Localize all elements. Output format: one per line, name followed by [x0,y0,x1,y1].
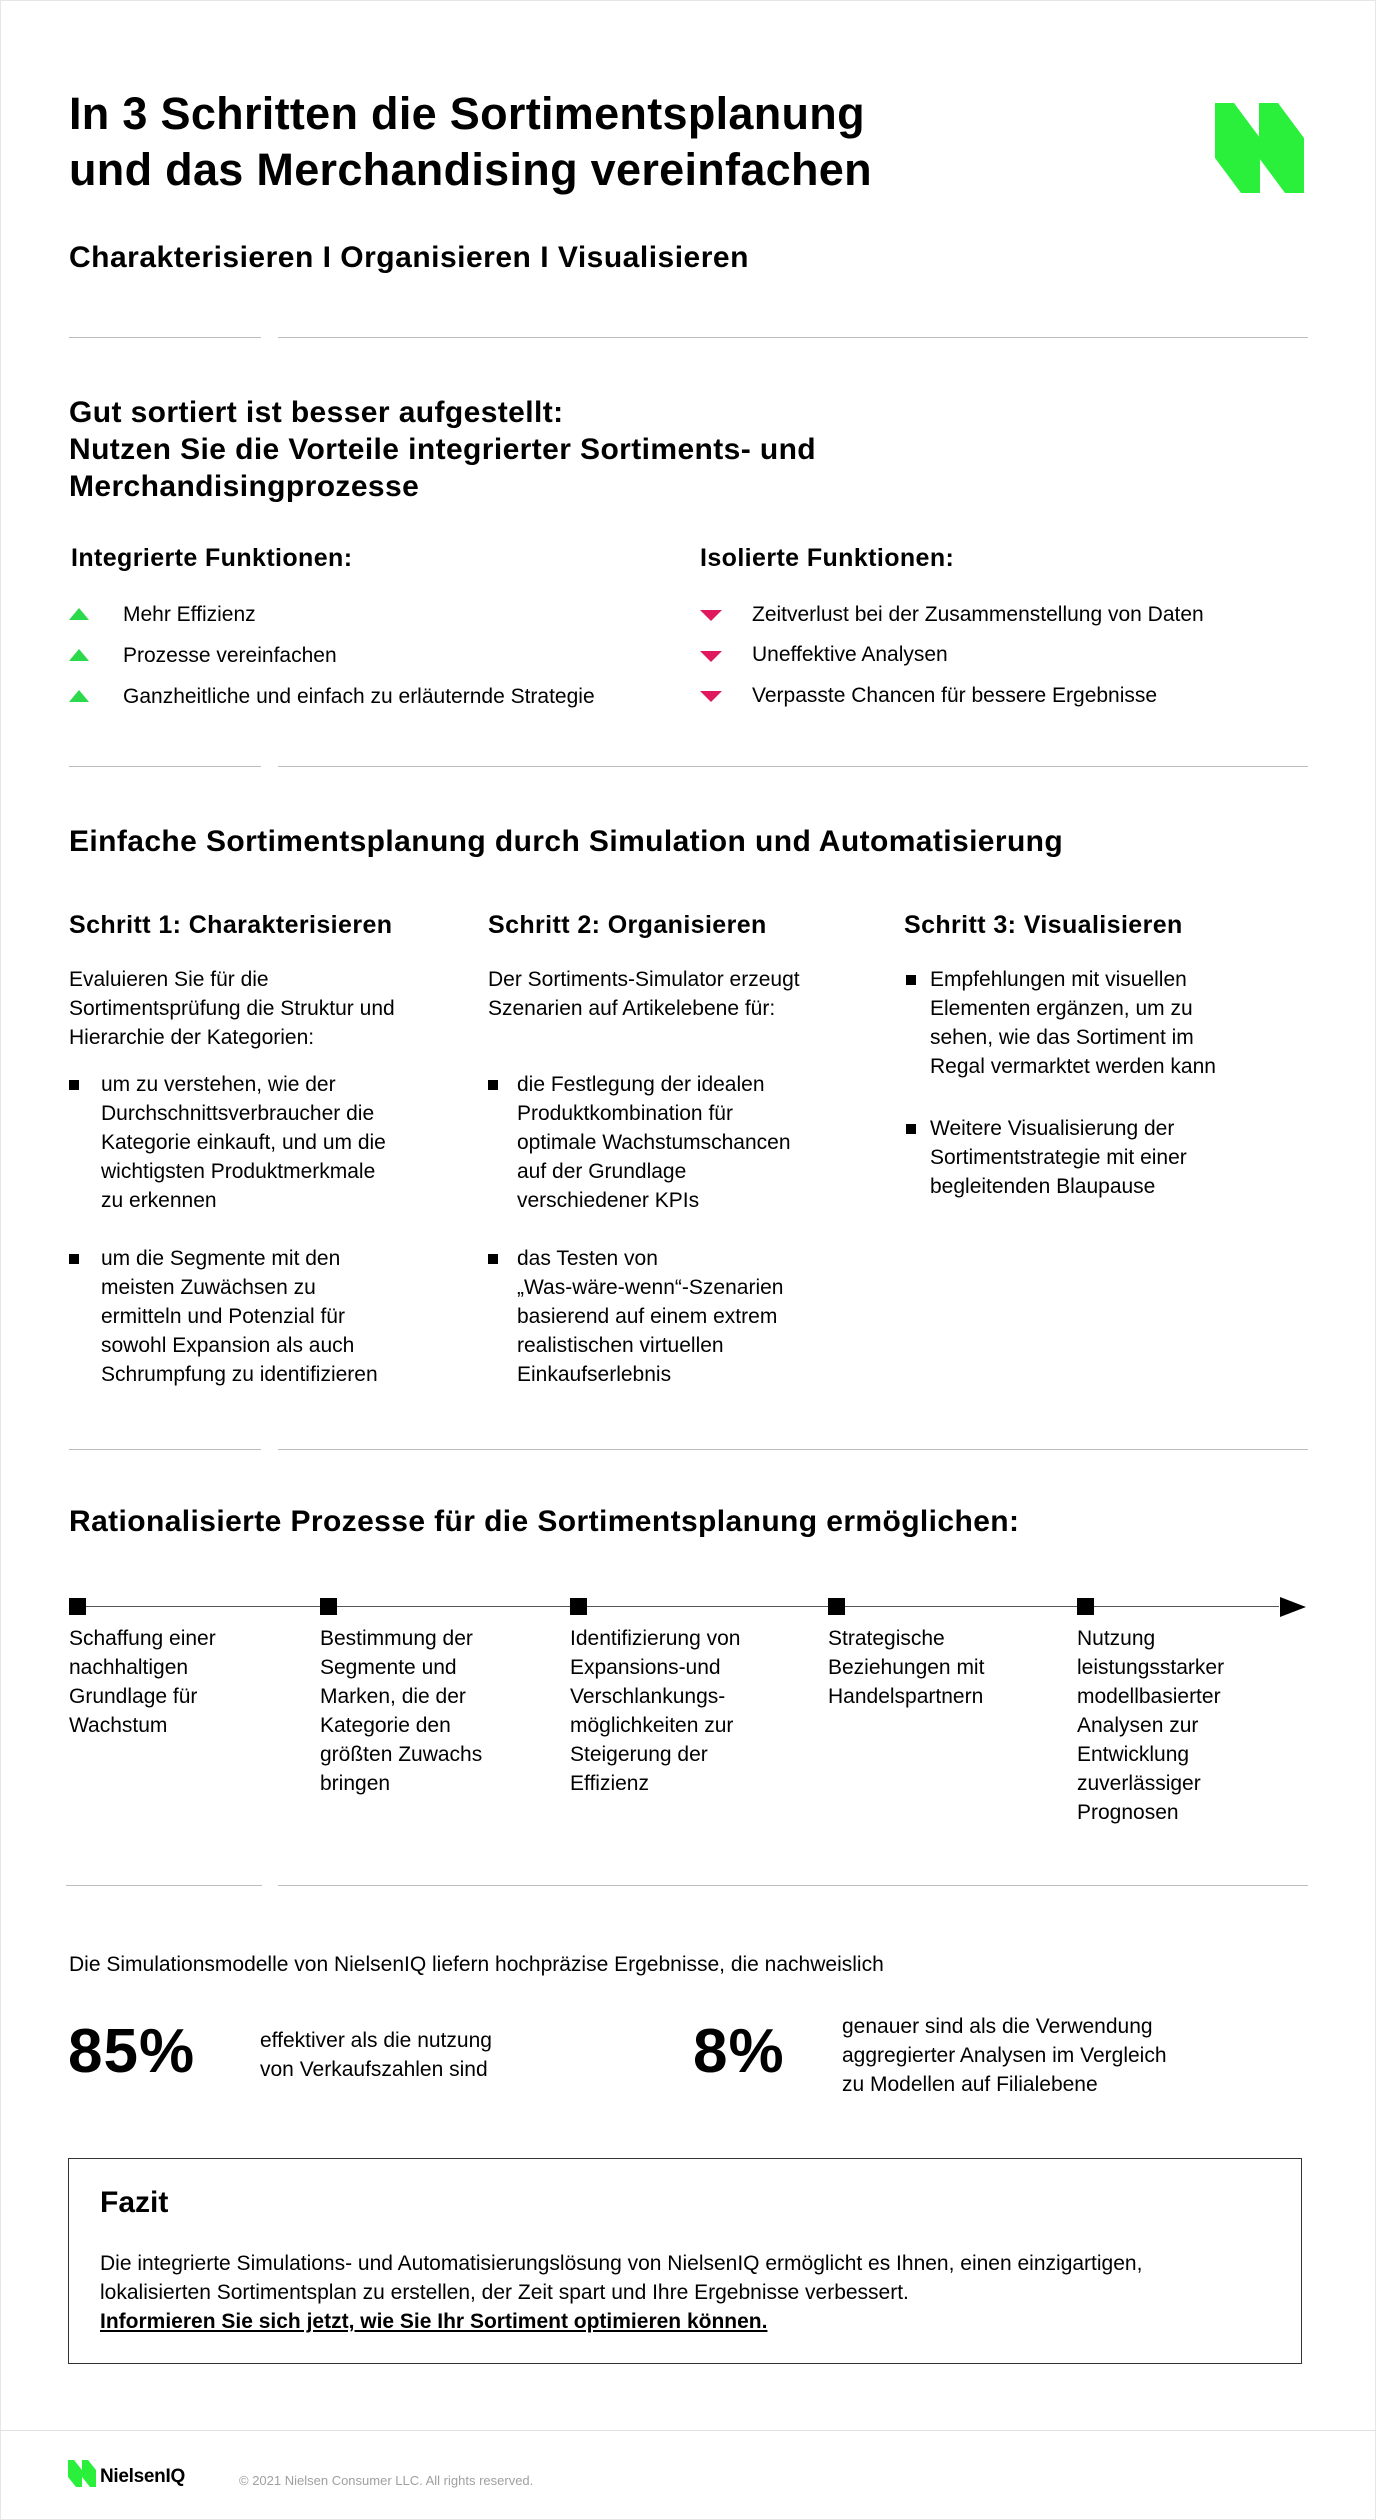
divider-short [69,1449,261,1450]
step2-bullet: das Testen von „Was-wäre-wenn“-Szenarien basierend auf einem extrem realistischen virtuellen Einkaufserlebnis [517,1247,784,1386]
timeline-item: Bestimmung der Segmente und Marken, die der Kategorie den größten Zuwachs bringen [320,1627,483,1795]
divider-short [66,1885,262,1886]
step2-bullet: die Festlegung der idealen Produktkombination für optimale Wachstumschancen auf der Grundlage verschiedener KPIs [517,1073,791,1212]
stat-value: 8% [693,2017,785,2086]
triangle-down-icon [700,691,722,702]
stats-intro: Die Simulationsmodelle von NielsenIQ liefern hochpräzise Ergebnisse, die nachweislich [69,1953,884,1976]
stat-description: effektiver als die nutzung von Verkaufszahlen sind [260,2029,492,2081]
timeline-marker [320,1598,337,1615]
step1-intro: Evaluieren Sie für die Sortimentsprüfung die Struktur und Hierarchie der Kategorien: [69,968,395,1049]
fazit-text: Die integrierte Simulations- und Automatisierungslösung von NielsenIQ ermöglicht es Ihnen, einen einzigartigen, lokalisierten Sortimentsplan zu erstellen, der Zeit spart und Ihre Ergebnisse verbessert. Informieren Sie sich jetzt, wie Sie Ihr Sortiment optimieren können. [100,2249,1280,2336]
triangle-down-icon [700,651,722,662]
fazit-title: Fazit [100,2186,169,2219]
triangle-up-icon [69,649,89,661]
timeline-line [69,1606,1279,1607]
divider-long [278,766,1308,767]
step1-title: Schritt 1: Charakterisieren [69,911,393,939]
timeline-item: Schaffung einer nachhaltigen Grundlage für Wachstum [69,1627,216,1737]
footer-copyright: © 2021 Nielsen Consumer LLC. All rights reserved. [239,2473,534,2488]
step3-title: Schritt 3: Visualisieren [904,911,1183,939]
triangle-up-icon [69,608,89,620]
isolated-item: Zeitverlust bei der Zusammenstellung von Daten [752,603,1204,626]
fazit-link[interactable]: Informieren Sie sich jetzt, wie Sie Ihr Sortiment optimieren können. [100,2310,768,2333]
isolated-item: Verpasste Chancen für bessere Ergebnisse [752,684,1158,707]
step3-bullet: Empfehlungen mit visuellen Elementen ergänzen, um zu sehen, wie das Sortiment im Regal vermarktet werden kann [930,968,1216,1078]
integrated-item: Prozesse vereinfachen [123,644,337,667]
timeline-marker [570,1598,587,1615]
step3-bullet: Weitere Visualisierung der Sortimentstrategie mit einer begleitenden Blaupause [930,1117,1187,1198]
step2-title: Schritt 2: Organisieren [488,911,767,939]
integrated-item: Ganzheitliche und einfach zu erläuternde Strategie [123,685,595,708]
bullet-square-icon [69,1080,79,1090]
compare-heading: Gut sortiert ist besser aufgestellt: Nutzen Sie die Vorteile integrierter Sortiments- und Merchandisingprozesse [69,396,817,503]
integrated-item: Mehr Effizienz [123,603,256,626]
bullet-square-icon [488,1080,498,1090]
nielseniq-logo-icon [68,2460,98,2488]
isolated-item: Uneffektive Analysen [752,643,948,666]
timeline-marker [69,1598,86,1615]
footer-brand: NielsenIQ [100,2466,185,2487]
integrated-title: Integrierte Funktionen: [71,544,353,572]
timeline-marker [1077,1598,1094,1615]
timeline-item: Identifizierung von Expansions-und Verschlankungs- möglichkeiten zur Steigerung der Effizienz [570,1627,741,1795]
divider-long [278,337,1308,338]
page-subtitle: Charakterisieren I Organisieren I Visualisieren [69,241,749,274]
timeline-item: Nutzung leistungsstarker modellbasierter Analysen zur Entwicklung zuverlässiger Prognosen [1077,1627,1225,1824]
page-title: In 3 Schritten die Sortimentsplanung und das Merchandising vereinfachen [69,88,872,195]
stat-description: genauer sind als die Verwendung aggregierter Analysen im Vergleich zu Modellen auf Filialebene [842,2015,1167,2096]
step1-bullet: um zu verstehen, wie der Durchschnittsverbraucher die Kategorie einkauft, und um die wichtigsten Produktmerkmale zu erkennen [101,1073,386,1212]
isolated-title: Isolierte Funktionen: [700,544,955,572]
step2-intro: Der Sortiments-Simulator erzeugt Szenarien auf Artikelebene für: [488,968,800,1020]
footer-divider [0,2430,1376,2431]
bullet-square-icon [69,1254,79,1264]
divider-short [69,337,261,338]
bullet-square-icon [906,1124,916,1134]
stat-value: 85% [68,2017,196,2086]
bullet-square-icon [906,975,916,985]
triangle-up-icon [69,690,89,702]
timeline-item: Strategische Beziehungen mit Handelspartnern [828,1627,985,1708]
divider-long [278,1449,1308,1450]
bullet-square-icon [488,1254,498,1264]
divider-short [69,766,261,767]
arrow-right-icon [1280,1597,1306,1617]
timeline-heading: Rationalisierte Prozesse für die Sortimentsplanung ermöglichen: [69,1505,1020,1538]
triangle-down-icon [700,610,722,621]
timeline-marker [828,1598,845,1615]
nielseniq-logo-icon [1212,100,1308,196]
divider-long [278,1885,1308,1886]
step1-bullet: um die Segmente mit den meisten Zuwächsen zu ermitteln und Potenzial für sowohl Expansion als auch Schrumpfung zu identifizieren [101,1247,378,1386]
steps-heading: Einfache Sortimentsplanung durch Simulation und Automatisierung [69,825,1064,858]
